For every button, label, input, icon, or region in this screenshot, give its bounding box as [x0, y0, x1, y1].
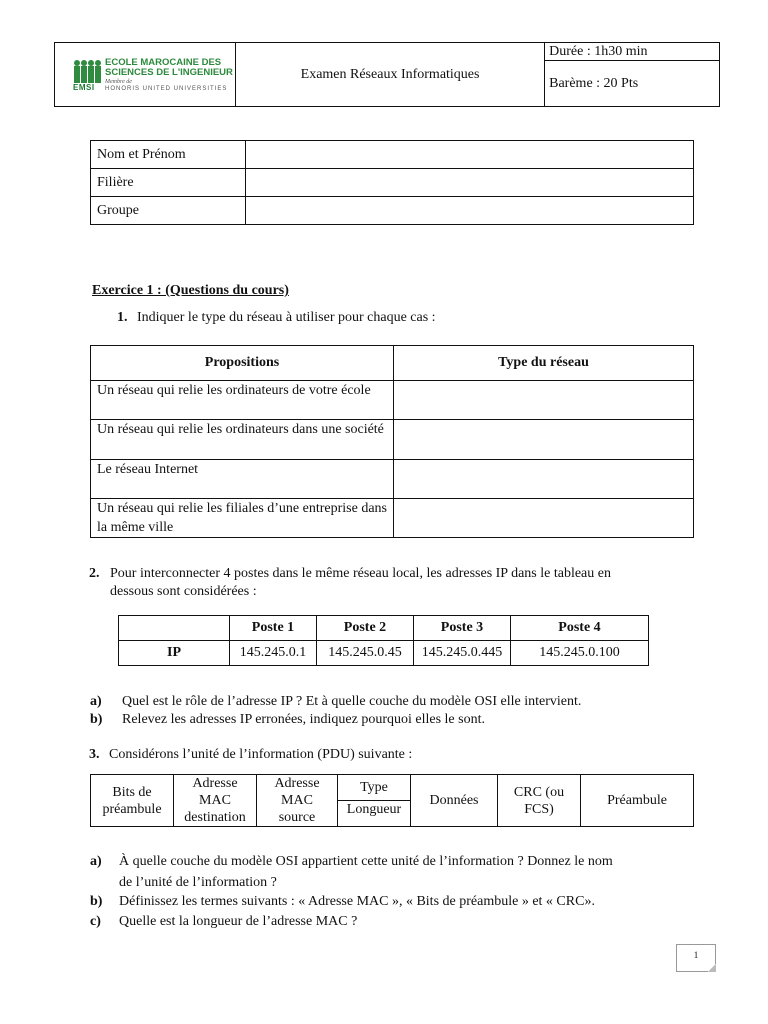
column-header: Poste 2 — [317, 616, 414, 641]
table-row — [91, 169, 694, 197]
school-logo — [55, 43, 235, 106]
pdu-table — [90, 774, 694, 827]
pdu-cell-line: Adresse — [192, 776, 238, 791]
table-row — [91, 499, 694, 538]
ip-table — [118, 615, 649, 666]
column-header — [119, 616, 230, 641]
logo-abbr: EMSI — [73, 83, 95, 92]
question-2-line1: Pour interconnecter 4 postes dans le même réseau local, les adresses IP dans le tableau en — [110, 566, 611, 581]
question-number: 1. — [117, 310, 128, 325]
question-2-line2: dessous sont considérées : — [110, 584, 257, 599]
question-2b-text: Relevez les adresses IP erronées, indiquez pourquoi elles le sont. — [122, 712, 485, 727]
exam-duration: Durée : 1h30 min — [545, 43, 720, 61]
proposition-cell: Un réseau qui relie les filiales d’une entreprise dans la même ville — [91, 499, 394, 538]
identity-label: Filière — [91, 169, 246, 197]
pdu-cell-line: Bits de — [112, 784, 152, 800]
subquestion-label: b) — [90, 712, 103, 727]
proposition-cell: Un réseau qui relie les ordinateurs dans une société — [91, 420, 394, 460]
logo-line3: Membre de — [105, 79, 132, 85]
table-row — [119, 641, 649, 666]
pdu-cell-line: MAC — [281, 793, 313, 808]
subquestion-label: a) — [90, 854, 102, 869]
identity-table — [90, 140, 694, 225]
question-2a-text: Quel est le rôle de l’adresse IP ? Et à quelle couche du modèle OSI elle intervient. — [122, 694, 582, 709]
pdu-cell: Préambule — [581, 775, 694, 827]
answer-cell[interactable] — [394, 381, 694, 420]
question-number: 3. — [89, 747, 100, 762]
column-header: Poste 1 — [230, 616, 317, 641]
proposition-cell: Le réseau Internet — [91, 460, 394, 499]
identity-label: Nom et Prénom — [91, 141, 246, 169]
column-header: Type du réseau — [394, 346, 694, 381]
question-1-text: Indiquer le type du réseau à utiliser pour chaque cas : — [137, 310, 436, 325]
pdu-cell: Données — [411, 775, 498, 827]
page-number: 1 — [676, 944, 716, 972]
table-row — [91, 141, 694, 169]
column-header: Propositions — [91, 346, 394, 381]
pdu-cell: Type — [338, 775, 411, 801]
pdu-cell-line: destination — [184, 810, 246, 825]
table-row — [91, 420, 694, 460]
pdu-cell-line: CRC (ou — [513, 784, 565, 800]
exam-scale: Barème : 20 Pts — [545, 61, 720, 107]
pdu-cell-line: MAC — [199, 793, 231, 808]
pdu-cell — [257, 775, 338, 827]
ip-value: 145.245.0.45 — [317, 641, 414, 666]
column-header: Poste 3 — [414, 616, 511, 641]
exam-header — [54, 42, 720, 107]
ip-value: 145.245.0.1 — [230, 641, 317, 666]
proposition-cell: Un réseau qui relie les ordinateurs de votre école — [91, 381, 394, 420]
subquestion-label: c) — [90, 914, 101, 929]
subquestion-label: a) — [90, 694, 102, 709]
pdu-cell-line: source — [278, 810, 316, 825]
logo-line1: ECOLE MAROCAINE DES — [105, 57, 222, 68]
logo-cell — [55, 43, 236, 107]
identity-name-field[interactable] — [246, 141, 694, 169]
pdu-cell — [498, 775, 581, 827]
answer-cell[interactable] — [394, 420, 694, 460]
identity-label: Groupe — [91, 197, 246, 225]
pdu-cell-line: FCS) — [524, 801, 554, 817]
logo-line2: SCIENCES DE L'INGENIEUR — [105, 67, 233, 78]
exam-title: Examen Réseaux Informatiques — [236, 43, 545, 107]
question-3a-line1: À quelle couche du modèle OSI appartient cette unité de l’information ? Donnez le nom — [119, 854, 613, 869]
ip-value: 145.245.0.445 — [414, 641, 511, 666]
pdu-cell-line: Adresse — [274, 776, 320, 791]
pdu-cell: Longueur — [338, 801, 411, 827]
column-header: Poste 4 — [511, 616, 649, 641]
ip-value: 145.245.0.100 — [511, 641, 649, 666]
logo-figures-icon — [73, 59, 101, 85]
exercise-title: Exercice 1 : (Questions du cours) — [92, 283, 289, 298]
row-label: IP — [119, 641, 230, 666]
answer-cell[interactable] — [394, 460, 694, 499]
network-type-table — [90, 345, 694, 538]
identity-filiere-field[interactable] — [246, 169, 694, 197]
question-3-text: Considérons l’unité de l’information (PDU) suivante : — [109, 747, 413, 762]
subquestion-label: b) — [90, 894, 103, 909]
table-row — [91, 460, 694, 499]
table-row — [91, 381, 694, 420]
pdu-cell — [174, 775, 257, 827]
identity-group-field[interactable] — [246, 197, 694, 225]
answer-cell[interactable] — [394, 499, 694, 538]
question-3a-line2: de l’unité de l’information ? — [119, 875, 277, 890]
pdu-cell-line: préambule — [102, 801, 162, 817]
question-3b-text: Définissez les termes suivants : « Adresse MAC », « Bits de préambule » et « CRC». — [119, 894, 595, 909]
pdu-cell — [91, 775, 174, 827]
logo-line4: HONORIS UNITED UNIVERSITIES — [105, 86, 228, 92]
question-3c-text: Quelle est la longueur de l’adresse MAC ? — [119, 914, 358, 929]
question-number: 2. — [89, 566, 100, 581]
table-row — [91, 197, 694, 225]
